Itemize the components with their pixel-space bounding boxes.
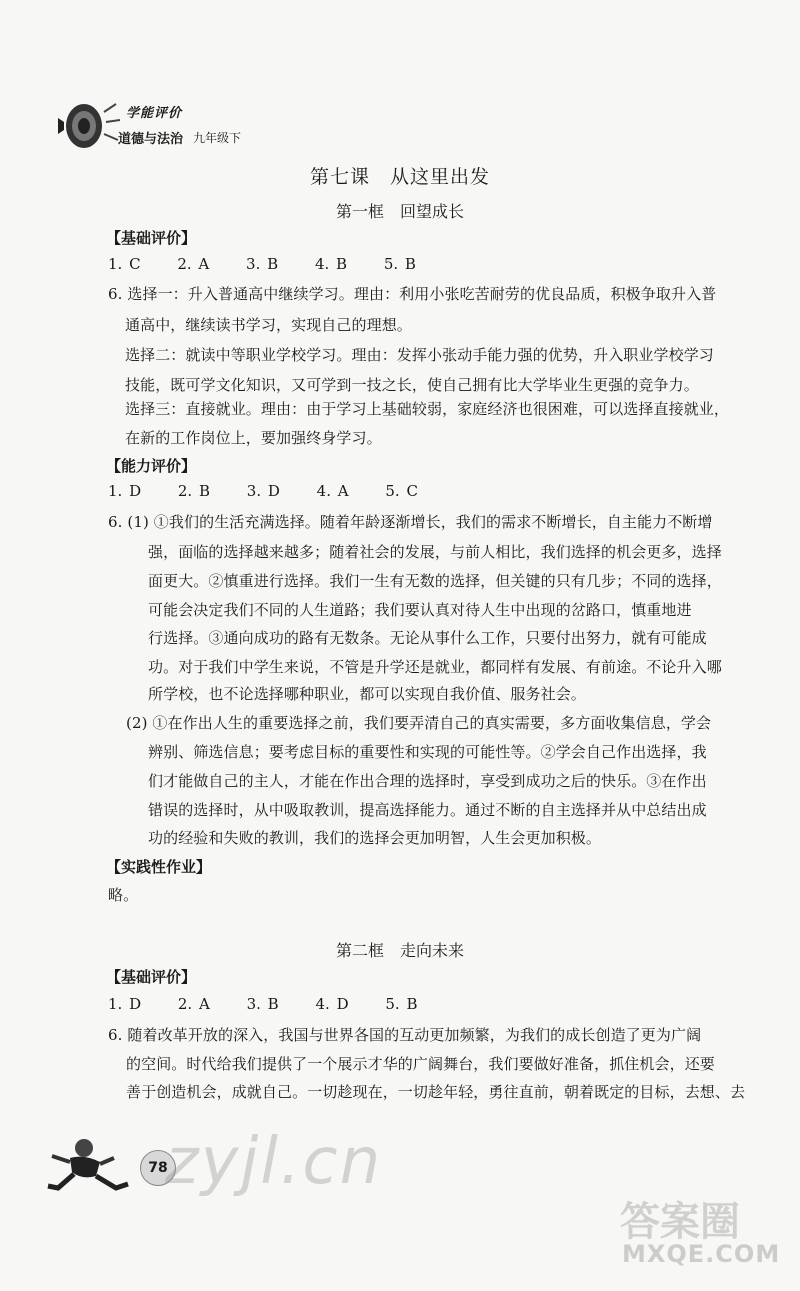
basic-eval-heading: 【基础评价】: [106, 229, 197, 247]
text-line: 强，面临的选择越来越多；随着社会的发展，与前人相比，我们选择的机会更多，选择: [148, 543, 722, 561]
page-number: 78: [140, 1150, 176, 1186]
text-line: 面更大。②慎重进行选择。我们一生有无数的选择，但关键的只有几步；不同的选择，: [148, 572, 722, 590]
answer-item: 1. D: [108, 482, 142, 500]
answer-item: 4. B: [314, 255, 348, 273]
answer-item: 5. B: [383, 255, 416, 273]
text-line: 行选择。③通向成功的路有无数条。无论从事什么工作，只要付出努力，就有可能成: [148, 629, 707, 647]
text-line: 6. 选择一：升入普通高中继续学习。理由：利用小张吃苦耐劳的优良品质，积极争取升入普: [108, 285, 717, 303]
text-line: 在新的工作岗位上，要加强终身学习。: [125, 429, 382, 447]
text-line: 错误的选择时，从中吸取教训，提高选择能力。通过不断的自主选择并从中总结出成: [148, 801, 707, 819]
answer-item: 5. C: [385, 482, 418, 500]
ability-eval-answers: [108, 482, 448, 500]
practice-heading: 【实践性作业】: [106, 858, 212, 876]
basic-eval-heading-2: 【基础评价】: [106, 968, 197, 986]
answer-item: 1. D: [108, 995, 142, 1013]
text-line: 们才能做自己的主人，才能在作出合理的选择时，享受到成功之后的快乐。③在作出: [148, 772, 707, 790]
text-line: 选择二：就读中等职业学校学习。理由：发挥小张动手能力强的优势，升入职业学校学习: [125, 346, 714, 364]
section-title-1: 第一框 回望成长: [335, 202, 464, 221]
subject-label: 道德与法治: [118, 132, 184, 147]
basic-eval-answers-2: [108, 995, 447, 1013]
text-line: 的空间。时代给我们提供了一个展示才华的广阔舞台，我们要做好准备，抓住机会，还要: [126, 1055, 715, 1073]
brand-name: 学能评价: [126, 106, 183, 121]
answer-item: 1. C: [108, 255, 141, 273]
runner-illustration: [40, 1132, 140, 1202]
text-line: 通高中，继续读书学习，实现自己的理想。: [125, 316, 412, 334]
answer-item: 3. B: [246, 255, 279, 273]
watermark-brand: 答案圈: [620, 1199, 740, 1245]
text-line: 辨别、筛选信息；要考虑目标的重要性和实现的可能性等。②学会自己作出选择，我: [148, 743, 707, 761]
watermark-url: MXQE.COM: [622, 1240, 781, 1268]
text-line: 6. 随着改革开放的深入，我国与世界各国的互动更加频繁，为我们的成长创造了更为广阔: [108, 1026, 702, 1044]
text-line: 功的经验和失败的教训，我们的选择会更加明智，人生会更加积极。: [148, 829, 602, 847]
answer-item: 3. D: [246, 482, 280, 500]
text-line: 可能会决定我们不同的人生道路；我们要认真对待人生中出现的岔路口，慎重地进: [148, 601, 692, 619]
book-header: [58, 92, 278, 162]
answer-item: 4. D: [315, 995, 349, 1013]
lesson-title: 第七课 从这里出发: [309, 166, 490, 188]
text-line: 功。对于我们中学生来说，不管是升学还是就业，都同样有发展、有前途。不论升入哪: [148, 658, 722, 676]
text-line: 技能，既可学文化知识，又可学到一技之长，使自己拥有比大学毕业生更强的竞争力。: [125, 376, 699, 394]
text-line: 选择三：直接就业。理由：由于学习上基础较弱，家庭经济也很困难，可以选择直接就业，: [125, 400, 730, 418]
text-line: (2) ①在作出人生的重要选择之前，我们要弄清自己的真实需要，多方面收集信息，学会: [126, 714, 712, 732]
grade-label: 九年级下: [193, 131, 242, 145]
answer-item: 2. B: [177, 482, 210, 500]
watermark-site: zyjl.cn: [165, 1125, 383, 1199]
section-title-2: 第二框 走向未来: [335, 941, 464, 960]
basic-eval-answers: [108, 255, 446, 273]
answer-item: 5. B: [385, 995, 418, 1013]
speaker-icon: [58, 92, 122, 156]
answer-item: 4. A: [316, 482, 349, 500]
answer-item: 3. B: [246, 995, 279, 1013]
text-line: 所学校，也不论选择哪种职业，都可以实现自我价值、服务社会。: [148, 685, 586, 703]
text-line: 善于创造机会，成就自己。一切趁现在，一切趁年轻，勇往直前，朝着既定的目标，去想、去: [126, 1083, 746, 1101]
ability-eval-heading: 【能力评价】: [106, 457, 197, 475]
practice-text: 略。: [108, 886, 139, 904]
answer-item: 2. A: [177, 255, 210, 273]
answer-item: 2. A: [177, 995, 210, 1013]
text-line: 6. (1) ①我们的生活充满选择。随着年龄逐渐增长，我们的需求不断增长，自主能力不断增: [108, 513, 713, 531]
